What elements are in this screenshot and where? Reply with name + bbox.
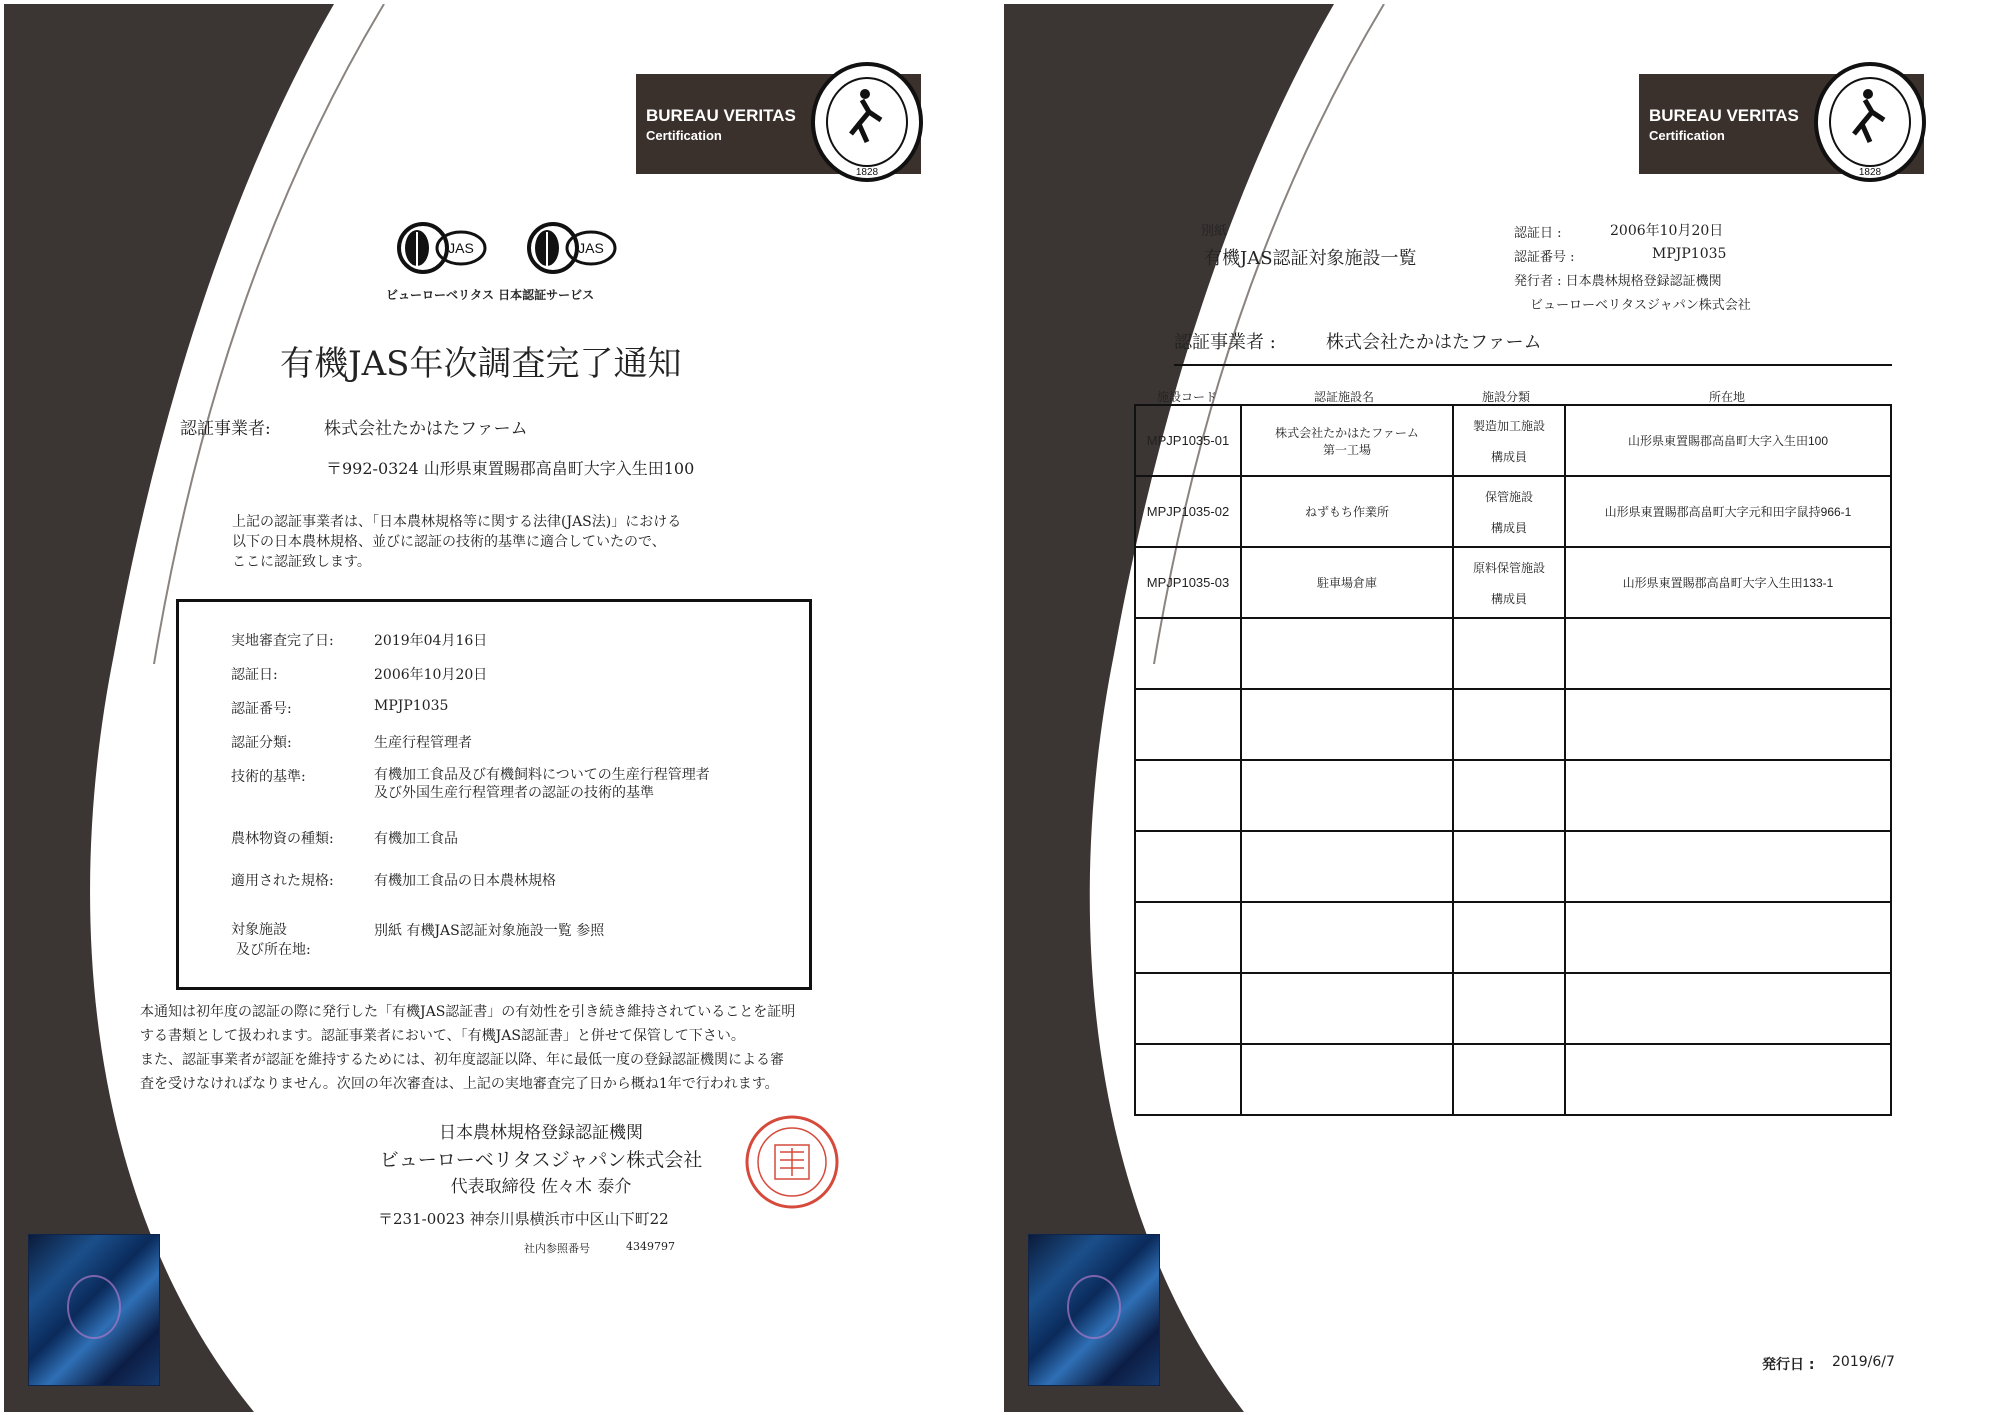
column-header: 所在地 bbox=[1709, 390, 1746, 404]
facility-category: 原料保管施設 構成員 bbox=[1453, 547, 1565, 618]
empty-row bbox=[1135, 831, 1891, 902]
intro-text: 上記の認証事業者は、「日本農林規格等に関する法律(JAS法)」における 以下の日本農林規格、並びに認証の技術的基準に適合していたので、 ここに認証致します。 bbox=[232, 514, 682, 570]
facility-name: ねずもち作業所 bbox=[1241, 476, 1453, 547]
header-divider bbox=[1174, 364, 1892, 366]
hologram-sticker bbox=[28, 1234, 160, 1386]
certification-details-box bbox=[176, 599, 812, 990]
empty-row bbox=[1135, 973, 1891, 1044]
meta-label: 認証番号 : bbox=[1514, 250, 1575, 265]
notice-text: 本通知は初年度の認証の際に発行した「有機JAS認証書」の有効性を引き続き維持されていることを証明 する書類として扱われます。認証事業者において、「有機JAS認証書」と併せて保管して下さい。 また、認証事業者が認証を維持するためには、初年度認証以降、年に最低一度の登録認証機関による審 査を受けなければなりません。次回の年次審査は、上記の実地審査完了日から概ね1年で行われます。 bbox=[140, 1004, 796, 1092]
svg-text:JAS: JAS bbox=[578, 240, 604, 256]
issue-date: 2019/6/7 bbox=[1832, 1354, 1895, 1370]
empty-row bbox=[1135, 760, 1891, 831]
operator-address: 〒992-0324 山形県東置賜郡高畠町大字入生田100 bbox=[326, 459, 695, 478]
svg-text:1828: 1828 bbox=[855, 167, 879, 178]
empty-row bbox=[1135, 1044, 1891, 1115]
facility-address: 山形県東置賜郡高畠町大字入生田100 bbox=[1565, 405, 1891, 476]
detail-label: 対象施設 及び所在地: bbox=[231, 922, 311, 958]
detail-value: 有機加工食品 bbox=[374, 831, 458, 847]
facility-category: 保管施設 構成員 bbox=[1453, 476, 1565, 547]
detail-label: 農林物資の種類: bbox=[231, 831, 334, 847]
operator-label: 認証事業者 : bbox=[1174, 332, 1276, 353]
issuer-company: ビューローベリタスジャパン株式会社 bbox=[1530, 298, 1751, 313]
facility-list-page bbox=[1004, 4, 1996, 1412]
brand-name: BUREAU VERITAS bbox=[1649, 106, 1799, 125]
facility-code: MPJP1035-01 bbox=[1135, 405, 1241, 476]
detail-value: 2019年04月16日 bbox=[374, 633, 488, 649]
page-title: 有機JAS年次調査完了通知 bbox=[280, 344, 682, 384]
detail-label: 認証番号: bbox=[231, 701, 292, 717]
annex-title: 有機JAS認証対象施設一覧 bbox=[1204, 248, 1417, 269]
meta-value: 2006年10月20日 bbox=[1610, 223, 1724, 239]
hologram-sticker bbox=[1028, 1234, 1160, 1386]
bureau-veritas-logo bbox=[1639, 74, 1924, 178]
facility-code: MPJP1035-02 bbox=[1135, 476, 1241, 547]
bureau-veritas-seal-icon bbox=[1810, 62, 1930, 182]
meta-value: MPJP1035 bbox=[1652, 246, 1727, 262]
table-row bbox=[1135, 405, 1891, 476]
issuer-line: 発行者 : 日本農林規格登録認証機関 bbox=[1514, 274, 1722, 289]
issuer-representative: 代表取締役 佐々木 泰介 bbox=[450, 1177, 632, 1197]
bureau-veritas-logo bbox=[636, 74, 921, 178]
jas-mark-icon bbox=[389, 222, 634, 274]
issuer-address: 〒231-0023 神奈川県横浜市中区山下町22 bbox=[378, 1210, 669, 1228]
detail-label: 実地審査完了日: bbox=[231, 633, 334, 649]
detail-label: 認証分類: bbox=[231, 735, 292, 751]
detail-label: 技術的基準: bbox=[231, 769, 306, 785]
operator-label: 認証事業者: bbox=[180, 419, 271, 439]
annex-label: 別紙 bbox=[1201, 224, 1228, 239]
reference-label: 社内参照番号 bbox=[524, 1242, 590, 1255]
issuer-organization: 日本農林規格登録認証機関 bbox=[439, 1123, 643, 1143]
detail-value: 生産行程管理者 bbox=[374, 735, 472, 751]
company-stamp-icon bbox=[742, 1112, 842, 1212]
facility-name: 株式会社たかはたファーム 第一工場 bbox=[1241, 405, 1453, 476]
operator-name: 株式会社たかはたファーム bbox=[1326, 332, 1542, 353]
column-header: 施設分類 bbox=[1482, 390, 1531, 404]
issuer-block bbox=[356, 1120, 726, 1201]
jas-caption: ビューローベリタス 日本認証サービス bbox=[386, 288, 595, 302]
column-header: 認証施設名 bbox=[1314, 390, 1375, 404]
detail-label: 適用された規格: bbox=[231, 873, 334, 889]
operator-name: 株式会社たかはたファーム bbox=[324, 419, 528, 439]
certificate-page bbox=[4, 4, 996, 1412]
facility-address: 山形県東置賜郡高畠町大字元和田字鼠持966-1 bbox=[1565, 476, 1891, 547]
reference-number: 4349797 bbox=[626, 1240, 675, 1253]
facility-name: 駐車場倉庫 bbox=[1241, 547, 1453, 618]
facility-category: 製造加工施設 構成員 bbox=[1453, 405, 1565, 476]
empty-row bbox=[1135, 618, 1891, 689]
table-row bbox=[1135, 476, 1891, 547]
detail-value: MPJP1035 bbox=[374, 698, 449, 714]
facility-address: 山形県東置賜郡高畠町大字入生田133-1 bbox=[1565, 547, 1891, 618]
issue-date-label: 発行日 : bbox=[1762, 1357, 1815, 1373]
empty-row bbox=[1135, 902, 1891, 973]
facility-code: MPJP1035-03 bbox=[1135, 547, 1241, 618]
detail-label: 認証日: bbox=[231, 667, 278, 683]
detail-value: 別紙 有機JAS認証対象施設一覧 参照 bbox=[374, 923, 605, 939]
table-row bbox=[1135, 547, 1891, 618]
detail-value: 2006年10月20日 bbox=[374, 667, 488, 683]
brand-subtitle: Certification bbox=[1649, 128, 1725, 143]
detail-value: 有機加工食品及び有機飼料についての生産行程管理者 及び外国生産行程管理者の認証の技術的基準 bbox=[374, 767, 710, 801]
detail-value: 有機加工食品の日本農林規格 bbox=[374, 873, 556, 889]
meta-label: 認証日 : bbox=[1514, 226, 1562, 241]
svg-text:JAS: JAS bbox=[448, 240, 474, 256]
empty-row bbox=[1135, 689, 1891, 760]
brand-subtitle: Certification bbox=[646, 128, 722, 143]
column-header: 施設コード bbox=[1157, 390, 1218, 404]
jas-logos bbox=[389, 222, 634, 278]
facility-table bbox=[1134, 404, 1892, 1116]
svg-text:1828: 1828 bbox=[1858, 167, 1882, 178]
issuer-company: ビューローベリタスジャパン株式会社 bbox=[379, 1149, 703, 1171]
brand-name: BUREAU VERITAS bbox=[646, 106, 796, 125]
bureau-veritas-seal-icon bbox=[807, 62, 927, 182]
